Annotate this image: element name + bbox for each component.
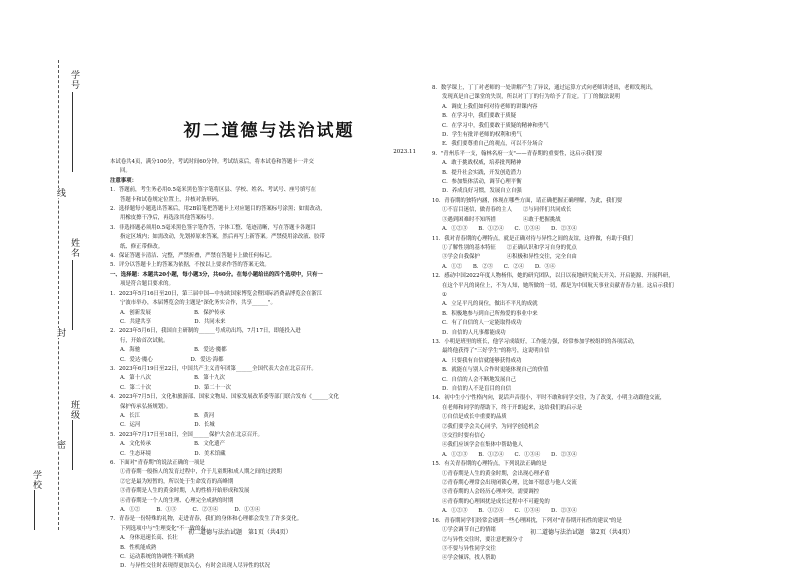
text-line: 在这个平凡的岗位上，不为人知，她所做的一切，都是为中国航天事业贡献青春力量。这启示我们: [442, 282, 674, 289]
text-line: 发现真是自己课堂的失误，所以对丁丁的行为给予了肯定。丁丁的做法说明: [442, 94, 620, 101]
text-line: 行，开始首次试航。: [120, 337, 169, 344]
text-line: ④学会倾诉，找人帮助: [442, 555, 496, 562]
text-line: 项是符合题目要求的。: [120, 281, 174, 288]
text-line: A．①② B．②③ C．②④ D．③④: [442, 263, 556, 270]
text-line: 一、选择题：本题共20小题，每小题3分，共60分。在每小题给出的四个选项中，只有一: [110, 271, 323, 278]
text-line: C．第二十次 D．第二十一次: [120, 384, 231, 391]
text-line: 8．数学课上，丁丁对老师的一处讲解产生了异议，通过运算方式向老师讲述出，老师发现出，: [432, 85, 657, 91]
text-line: 在老师和同学的帮助下，终于开朗起来，这给我们的启示是: [442, 404, 583, 411]
text-line: B．提升社会实践，开发创造潜力: [442, 169, 522, 176]
text-line: 3．非选择题必须用0.5毫米黑色签字笔作答，字体工整、笔迹清晰，写在答题卡各题目: [110, 224, 317, 231]
text-line: ①了解性别的基本特征 ②正确认识和学习自身的优点: [442, 244, 577, 251]
student-id-label: 学号: [69, 70, 79, 90]
school-label: 学校: [31, 470, 41, 490]
text-line: 6．下面对"青春期"的说法正确的一项是: [110, 460, 205, 466]
exam-date: 2023.11: [393, 149, 416, 155]
text-line: ③学会自我保护 ④积极和异性交往，完全自由: [442, 254, 577, 261]
text-line: 4．保证答题卡清洁、完整，严禁折叠，严禁在答题卡上做任何标记。: [110, 253, 276, 260]
text-line: ①学会调节自己的情绪: [442, 527, 496, 534]
text-line: ①自信是成长中重要的品质: [442, 414, 507, 421]
text-line: ②与异性交往时，要注意把握分寸: [442, 536, 523, 543]
text-line: 1．2023年5月16日至20日，第三届中国—中东欧国家博览会暨国际消费品博览会在浙江: [110, 290, 323, 297]
text-line: A．身体迅速长高、长壮: [120, 535, 178, 542]
text-line: C．生态环境 D．美术馆藏: [120, 450, 226, 457]
text-line: B．性机能成熟: [120, 544, 157, 551]
name-blank: [72, 260, 73, 330]
text-line: 本试卷共4页，满分100分，考试时间60分钟。考试结束后，将本试卷和答题卡一并交: [110, 159, 314, 165]
text-line: C．在学习中，我们要敢于质疑的精神和勇气: [442, 122, 549, 129]
text-line: A．只要我有自信就能够获得成功: [442, 357, 522, 364]
text-line: 7．青春是一份特殊的礼物，走进青春，我们的身体和心理都会发生了许多变化。: [110, 516, 303, 523]
text-line: A．海驰 B．爱达·魔都: [120, 347, 227, 354]
text-line: 1．答题前，考生务必用0.5毫米黑色签字笔将区县、学校、姓名、考试号、座号填写在: [110, 187, 317, 194]
text-line: 注意事项：: [110, 177, 137, 184]
text-line: A．文化传承 B．文化遗产: [120, 441, 225, 448]
text-line: ②青春期心理常会出现闭锁心理，比如不愿意与他人交流: [442, 480, 577, 487]
text-line: 2．2023年5月6日，我国自主研制的______号成功出坞，7月17日，即能投入进: [110, 328, 301, 335]
text-line: D．学生有批评老师的权利和勇气: [442, 132, 522, 139]
text-line: C．参加集体活动，调节心理平衡: [442, 179, 522, 186]
text-line: B．积极地参与到自己所热爱的事业中来: [442, 310, 538, 317]
text-line: ④青春期是一个人的生理、心理完全成熟的时期: [120, 497, 234, 504]
text-line: 用橡皮擦干净后，再选涂其他答案标号。: [120, 215, 218, 222]
text-line: ①青春期是人生的黄金时期，会出现心理矛盾: [442, 470, 550, 477]
text-line: A．调皮上我们如何对待老师的讲课内容: [442, 103, 538, 110]
class-blank: [72, 420, 73, 470]
text-line: 指定区域内；如需改动，先划掉原来答案，然后再写上新答案。严禁使用涂改液、胶带: [120, 234, 325, 241]
page-footer-right: 初二道德与法治试题 第2页（共4页）: [530, 529, 634, 536]
text-line: A．①②③ B．①②④ C．①③④ D．②③④: [442, 508, 577, 515]
text-line: D．自信的人不是盲目的自信: [442, 386, 512, 392]
text-line: A．创新发展 B．保护传承: [120, 309, 225, 316]
text-line: B．就能在与别人合作时更能体现自己的价值: [442, 367, 549, 374]
text-line: A．长江 B．黄河: [120, 412, 215, 419]
seal-mark-1: 线: [55, 188, 65, 198]
left-page-body: [110, 158, 428, 572]
text-line: 14．初中生小宁性格内向，说话声音很小，平时不敢和同学交往，为了改变，小明主动跟他交流，: [432, 395, 666, 402]
text-line: C．运动系统的协调性不断成熟: [120, 554, 195, 561]
text-line: ④我们应该学会在集体中帮助他人: [442, 442, 523, 449]
text-line: ③不要与异性同学交往: [442, 545, 496, 552]
text-line: 下列选项中与"生理变化"不一致的有: [120, 525, 206, 532]
binding-margin: [0, 0, 92, 561]
text-line: 5．评分以答题卡上的答案为依据，不按以上要求作答的答案无效。: [110, 262, 270, 269]
text-line: ①青春期一般指人的发育过程中，介于儿童期和成人期之间的过渡期: [120, 469, 282, 476]
exam-title: 初二道德与法治试题: [183, 121, 355, 141]
text-line: A．①②③ B．①②④ C．①③④ D．②③④: [442, 451, 577, 458]
right-page-body: [432, 84, 780, 564]
text-line: 12．感动中国2022年度人物杨伟，她的研究团队，以日以夜地研究航天开关、开启能源、开展科研，: [432, 273, 674, 280]
text-line: E．我们要尊重自己的观点，可以不分场合: [442, 141, 543, 148]
text-line: 4．2023年7月5日，文化和旅游部、国家文物局、国家发展改革委等部门联合发布《______文化: [110, 394, 339, 401]
text-line: ④青春期的心理困扰是成长过程中不可避免的: [442, 498, 550, 505]
text-line: C．自信的人会不断地发展自己: [442, 376, 517, 383]
text-line: ③青春期的人会经历心理冲突，需要调控: [442, 489, 540, 496]
text-line: B．在学习中，我们要敢于质疑: [442, 113, 517, 120]
text-line: ②它是最为短暂的，所以处于生命发育的高峰期: [120, 478, 234, 485]
text-line: C．爱达·魔心 D．爱达·海都: [120, 356, 224, 363]
text-line: 最终他获得了"三好学生"的称号，这说明自信: [442, 348, 550, 355]
text-line: 回。: [120, 168, 131, 175]
text-line: D．自信的人凡事都能成功: [442, 329, 506, 336]
page-footer-left: 初二道德与法治试题 第1页（共4页）: [188, 529, 292, 536]
text-line: 纸、修正带修改。: [120, 243, 164, 250]
school-blank: [34, 490, 35, 530]
text-line: A．敢于挑战权威，培养批判精神: [442, 160, 522, 167]
text-line: ③青春期是人生的黄金时期，人的性格开始形成和发展: [120, 488, 250, 495]
text-line: ①: [442, 291, 447, 298]
text-line: D．与异性交往时表现得更加关心，有时会出现人尽异性的状况: [120, 563, 270, 570]
text-line: 13．小明是班里的班长，他学习成绩好，工作能力强，经常参加学校组织的各项活动，: [432, 338, 639, 345]
text-line: C．共建共享 D．共同未来: [120, 318, 226, 325]
text-line: 3．2023年6月19日至22日，中国共产主义青年团第______全国代表大会在北京召开。: [110, 365, 317, 372]
text-line: ②我们要学会关心同学，为同学创造机会: [442, 423, 540, 430]
text-line: A．第十八次 B．第十九次: [120, 375, 225, 382]
text-line: 5．2023年7月17日至18日，全国______保护大会在北京召开。: [110, 431, 263, 438]
text-line: 宁波市举办，本届博览会的主题是"深化务实合作，共享______"。: [120, 300, 276, 307]
text-line: D．养成良好习惯，发展自立自强: [442, 188, 522, 195]
seal-mark-2: 封: [55, 328, 65, 338]
text-line: ③遇到困难时不知所措 ④敢于把握挑战: [442, 216, 561, 223]
text-line: 保护传承弘扬规划》。: [120, 403, 172, 410]
student-id-blank: [72, 92, 73, 172]
text-line: A．立足平凡的岗位，做出不平凡的成就: [442, 301, 538, 308]
text-line: 16．青春期同学们经常会遇到一些心理困扰，下列对"青春期开拓性的建议"的是: [432, 517, 622, 524]
text-line: 11．我对青春期的心理特点，就是正确对待与异性之间的友谊，这样做，有助于我们: [432, 235, 633, 242]
text-line: C．有了自信的人一定能取得成功: [442, 320, 522, 327]
text-line: A．①② B．①③ C．②③④ D．①③④: [120, 507, 261, 514]
text-line: 答题卡和试卷规定位置上，并核对条形码。: [120, 196, 223, 203]
text-line: ①不盲目迷信，做青春的主人 ②与同伴们共同成长: [442, 207, 572, 214]
seal-line: [58, 60, 59, 530]
text-line: 15．有关青春期的心理特点，下列说法正确的是: [432, 461, 547, 468]
text-line: 2．选择题每小题选出答案后，用2B铅笔把答题卡上对应题目的答案标号涂黑；如需改动，: [110, 206, 326, 213]
seal-mark-3: 密: [55, 440, 65, 450]
text-line: ③交往时要有信心: [442, 433, 486, 440]
text-line: 10．青春期的独特内涵，体现在哪些方面，请正确把握正确理解，为此，我们要: [432, 197, 623, 204]
text-line: C．运河 D．长城: [120, 422, 215, 429]
class-label: 班级: [69, 400, 79, 420]
text-line: 9．"青州乐平一支，翰林名府一支"——青春期的重要性，这启示我们要: [432, 150, 603, 157]
text-line: A．①②③ B．①②④ C．①③④ D．②③④: [442, 226, 577, 233]
name-label: 姓名: [69, 238, 79, 258]
